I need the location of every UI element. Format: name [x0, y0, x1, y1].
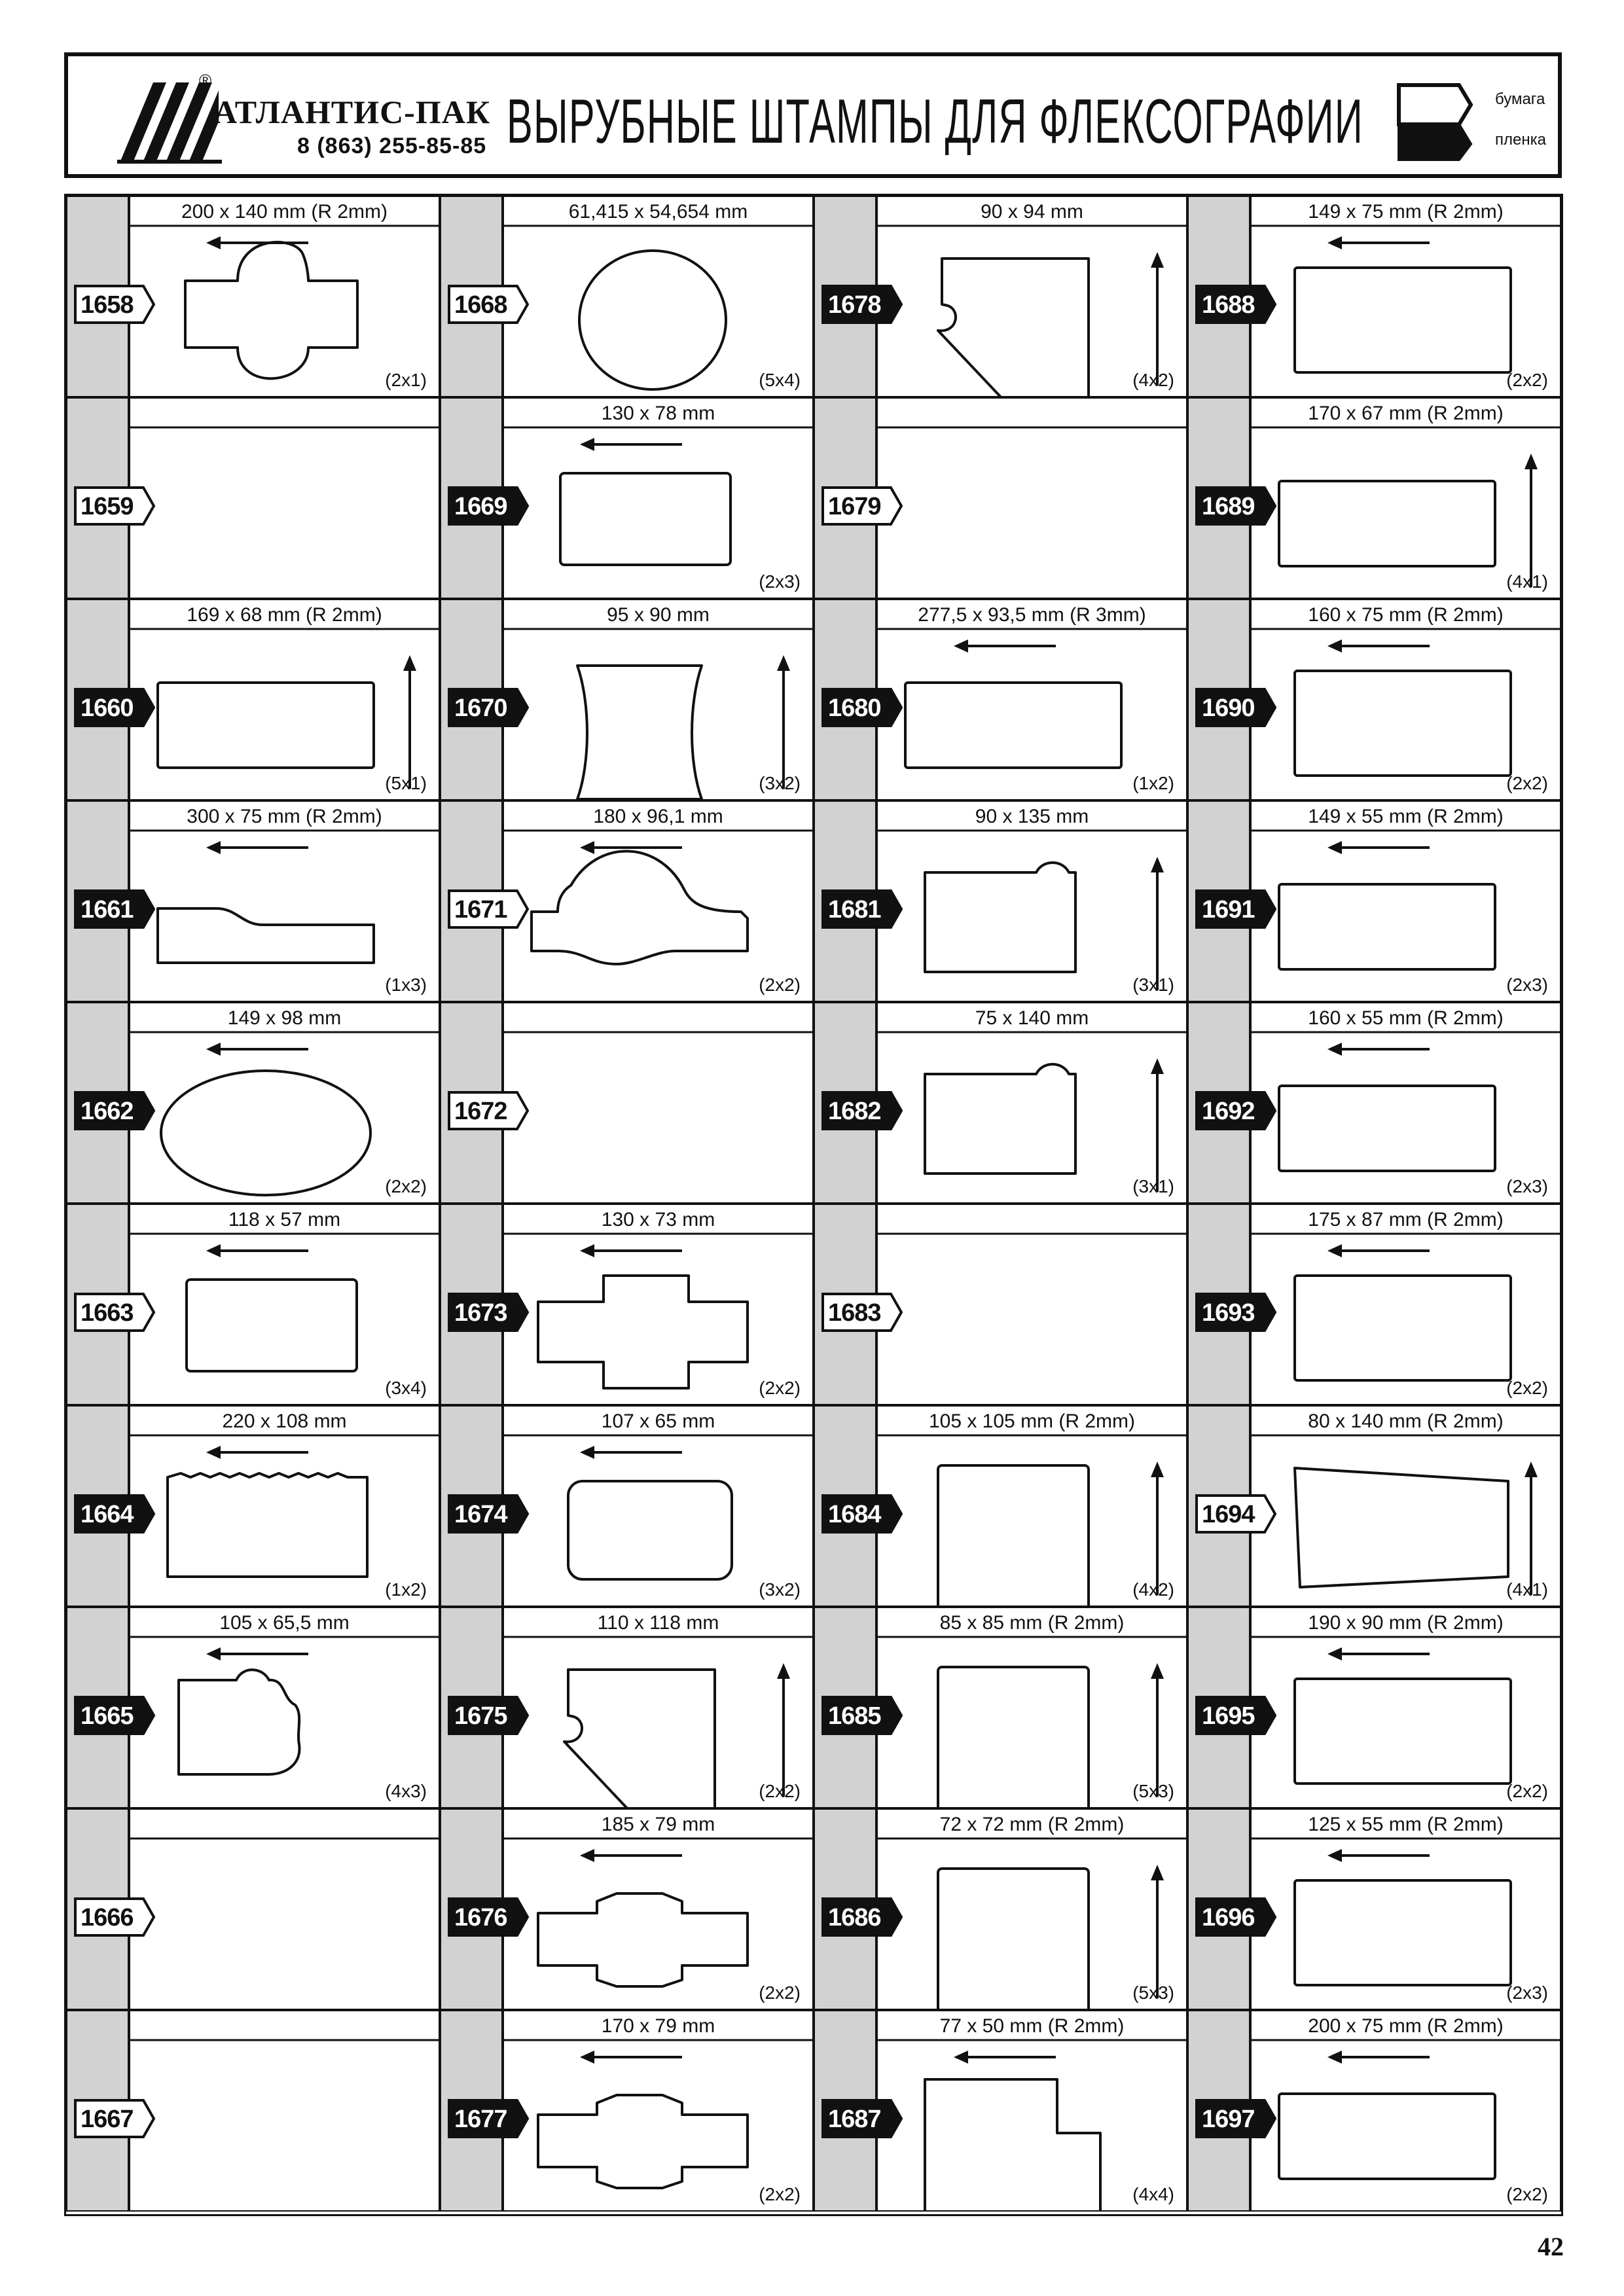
die-cell-1680	[814, 599, 1187, 800]
die-dimensions: 107 x 65 mm	[601, 1410, 715, 1432]
die-layout: (2x2)	[1506, 773, 1548, 793]
die-shape-trapezoid	[1295, 1468, 1508, 1587]
arrowhead-icon	[1327, 1244, 1342, 1257]
die-shape-square	[938, 1869, 1089, 2010]
die-shape-wavy-right	[179, 1670, 299, 1774]
die-artwork	[938, 1865, 1164, 2010]
die-code: 1680	[828, 694, 881, 722]
die-artwork	[158, 655, 416, 789]
die-shape-barrel	[577, 666, 702, 799]
die-shape-bump-corner	[925, 1064, 1075, 1174]
die-layout: (3x4)	[385, 1378, 427, 1398]
arrowhead-icon	[1151, 1058, 1164, 1074]
die-cell-1676	[440, 1808, 814, 2010]
die-layout: (4x1)	[1506, 1579, 1548, 1600]
arrowhead-icon	[206, 1647, 221, 1660]
die-dimensions: 200 x 75 mm (R 2mm)	[1308, 2015, 1504, 2037]
die-code: 1665	[81, 1702, 134, 1730]
die-artwork	[1279, 841, 1495, 969]
die-dimensions: 169 x 68 mm (R 2mm)	[187, 604, 382, 626]
arrowhead-icon	[954, 2051, 968, 2064]
die-cell-1696	[1187, 1808, 1561, 2010]
die-code: 1679	[828, 493, 881, 520]
arrowhead-icon	[403, 655, 416, 671]
die-artwork	[925, 2051, 1100, 2212]
die-shape-square	[938, 1667, 1089, 1808]
die-artwork	[538, 2051, 748, 2188]
die-dimensions: 300 x 75 mm (R 2mm)	[187, 806, 382, 827]
legend-paper-label: бумага	[1495, 90, 1545, 108]
die-dimensions: 125 x 55 mm (R 2mm)	[1308, 1814, 1504, 1835]
die-layout: (2x2)	[1506, 370, 1548, 390]
die-code: 1682	[828, 1098, 881, 1125]
die-layout: (2x2)	[759, 2184, 801, 2204]
die-layout: (3x2)	[759, 773, 801, 793]
die-code: 1670	[454, 694, 507, 722]
die-layout: (1x2)	[1132, 773, 1174, 793]
die-dimensions: 175 x 87 mm (R 2mm)	[1308, 1209, 1504, 1230]
die-code: 1684	[828, 1501, 881, 1528]
die-shape-notch-diag	[938, 259, 1089, 397]
arrowhead-icon	[1525, 454, 1538, 469]
die-shape-rect-large	[1295, 671, 1511, 776]
die-artwork	[938, 252, 1164, 397]
brand-name: АТЛАНТИС-ПАК	[213, 94, 491, 130]
die-dimensions: 180 x 96,1 mm	[593, 806, 723, 827]
die-cell-1692	[1187, 1002, 1561, 1204]
die-layout: (1x2)	[385, 1579, 427, 1600]
die-cell-1679	[814, 397, 1187, 599]
die-layout: (2x2)	[1506, 1378, 1548, 1398]
arrowhead-icon	[1327, 841, 1342, 854]
die-code: 1691	[1202, 896, 1255, 924]
die-artwork	[187, 1244, 357, 1371]
die-layout: (2x3)	[759, 571, 801, 592]
die-dimensions: 130 x 78 mm	[601, 403, 715, 424]
die-code: 1681	[828, 896, 881, 924]
die-shape-ellipse-round	[579, 251, 726, 389]
die-artwork	[905, 639, 1121, 768]
die-layout: (2x2)	[759, 1378, 801, 1398]
die-code: 1693	[1202, 1299, 1255, 1327]
die-code: 1667	[81, 2106, 134, 2133]
die-artwork	[579, 251, 726, 389]
die-dimensions: 90 x 135 mm	[975, 806, 1089, 827]
page-title: ВЫРУБНЫЕ ШТАМПЫ ДЛЯ ФЛЕКСОГРАФИИ	[507, 86, 1363, 156]
die-layout: (5x3)	[1132, 1982, 1174, 2003]
die-dimensions: 110 x 118 mm	[597, 1612, 719, 1634]
die-shape-rect-wide	[905, 683, 1121, 768]
die-code: 1685	[828, 1702, 881, 1730]
arrowhead-icon	[777, 655, 790, 671]
die-code: 1668	[454, 291, 507, 319]
die-shape-rect-wide	[1279, 884, 1495, 969]
die-layout: (5x3)	[1132, 1781, 1174, 1801]
die-dimensions: 220 x 108 mm	[222, 1410, 347, 1432]
arrowhead-icon	[1327, 1647, 1342, 1660]
die-dimensions: 149 x 98 mm	[227, 1007, 342, 1029]
die-code: 1662	[81, 1098, 134, 1125]
arrowhead-icon	[206, 1043, 221, 1056]
die-shape-notch-diag	[564, 1670, 715, 1808]
die-cell-1670	[440, 599, 814, 800]
die-shape-rect-large	[1295, 1679, 1511, 1784]
die-dimensions: 118 x 57 mm	[228, 1209, 341, 1230]
die-shape-rect-medium	[560, 473, 731, 565]
die-dimensions: 85 x 85 mm (R 2mm)	[939, 1612, 1125, 1634]
die-shape-rect-wide	[1279, 481, 1495, 566]
arrowhead-icon	[1327, 1849, 1342, 1862]
die-code: 1690	[1202, 694, 1255, 722]
die-cell-1674	[440, 1405, 814, 1607]
die-layout: (2x2)	[759, 1781, 801, 1801]
die-dimensions: 130 x 73 mm	[601, 1209, 715, 1230]
arrowhead-icon	[1151, 252, 1164, 268]
arrowhead-icon	[1327, 2051, 1342, 2064]
arrowhead-icon	[580, 1446, 594, 1459]
arrowhead-icon	[206, 1446, 221, 1459]
die-dimensions: 61,415 x 54,654 mm	[568, 201, 748, 223]
die-code: 1697	[1202, 2106, 1255, 2133]
die-layout: (4x2)	[1132, 1579, 1174, 1600]
die-catalog-grid	[64, 194, 1563, 2216]
die-shape-rect-medium	[187, 1280, 357, 1371]
die-shape-rect-large	[1295, 1880, 1511, 1985]
die-cell-1671	[440, 800, 814, 1002]
die-cell-1678	[814, 196, 1187, 397]
die-artwork	[564, 1663, 790, 1808]
die-artwork	[1279, 2051, 1495, 2179]
die-dimensions: 170 x 79 mm	[601, 2015, 715, 2037]
die-cell-1691	[1187, 800, 1561, 1002]
die-cell-1662	[66, 1002, 440, 1204]
arrowhead-icon	[777, 1663, 790, 1679]
die-code: 1675	[454, 1702, 507, 1730]
die-cell-1668	[440, 196, 814, 397]
die-cell-1689	[1187, 397, 1561, 599]
die-code: 1689	[1202, 493, 1255, 520]
arrowhead-icon	[206, 1244, 221, 1257]
die-artwork	[538, 1849, 748, 1986]
die-code: 1683	[828, 1299, 881, 1327]
die-layout: (2x2)	[759, 1982, 801, 2003]
die-shape-dome-wave	[532, 852, 748, 965]
die-shape-bulge-top-bottom	[185, 242, 357, 378]
page-number: 42	[1538, 2232, 1564, 2261]
arrowhead-icon	[1525, 1462, 1538, 1477]
die-shape-rect-wide	[1279, 2094, 1495, 2179]
die-artwork	[1279, 454, 1538, 587]
arrowhead-icon	[580, 1849, 594, 1862]
die-cell-1688	[1187, 196, 1561, 397]
die-layout: (5x1)	[385, 773, 427, 793]
arrowhead-icon	[206, 841, 221, 854]
die-artwork	[532, 841, 748, 964]
die-artwork	[1295, 1462, 1538, 1595]
die-layout: (2x1)	[385, 370, 427, 390]
die-code: 1688	[1202, 291, 1255, 319]
arrowhead-icon	[1151, 1462, 1164, 1477]
die-code: 1678	[828, 291, 881, 319]
die-cell-1658	[66, 196, 440, 397]
die-code: 1686	[828, 1904, 881, 1931]
die-dimensions: 170 x 67 mm (R 2mm)	[1308, 403, 1504, 424]
die-dimensions: 80 x 140 mm (R 2mm)	[1308, 1410, 1504, 1432]
die-layout: (2x3)	[1506, 1176, 1548, 1196]
arrowhead-icon	[206, 236, 221, 249]
die-code: 1660	[81, 694, 134, 722]
die-dimensions: 149 x 75 mm (R 2mm)	[1308, 201, 1504, 223]
die-code: 1659	[81, 493, 134, 520]
die-code: 1677	[454, 2106, 507, 2133]
die-cell-1697	[1187, 2010, 1561, 2212]
die-dimensions: 105 x 105 mm (R 2mm)	[928, 1410, 1136, 1432]
die-artwork	[1295, 1647, 1511, 1784]
die-shape-rect-large	[1295, 268, 1511, 372]
die-artwork	[938, 1462, 1164, 1607]
die-cell-1690	[1187, 599, 1561, 800]
die-artwork	[158, 841, 374, 963]
die-layout: (3x1)	[1132, 975, 1174, 995]
arrowhead-icon	[580, 2051, 594, 2064]
die-code: 1674	[454, 1501, 507, 1528]
die-shape-l-shape	[925, 2079, 1100, 2212]
die-code: 1663	[81, 1299, 134, 1327]
die-code: 1664	[81, 1501, 134, 1528]
die-cell-1667	[66, 2010, 440, 2212]
die-layout: (3x1)	[1132, 1176, 1174, 1196]
die-code: 1676	[454, 1904, 507, 1931]
die-cell-1675	[440, 1607, 814, 1808]
die-artwork	[925, 1058, 1164, 1192]
arrowhead-icon	[1151, 857, 1164, 872]
die-code: 1696	[1202, 1904, 1255, 1931]
die-code: 1658	[81, 291, 134, 319]
arrowhead-icon	[954, 639, 968, 653]
die-cell-1661	[66, 800, 440, 1002]
legend-film-label: пленка	[1495, 131, 1546, 149]
die-cell-1669	[440, 397, 814, 599]
die-dimensions: 90 x 94 mm	[981, 201, 1083, 223]
die-artwork	[179, 1647, 308, 1774]
die-layout: (2x3)	[1506, 975, 1548, 995]
die-cell-1683	[814, 1204, 1187, 1405]
catalog-header	[64, 52, 1562, 178]
die-shape-bump-corner	[925, 863, 1075, 972]
die-layout: (2x2)	[385, 1176, 427, 1196]
arrowhead-icon	[580, 438, 594, 451]
die-dimensions: 149 x 55 mm (R 2mm)	[1308, 806, 1504, 827]
die-code: 1672	[454, 1098, 507, 1125]
die-artwork	[1295, 639, 1511, 776]
die-dimensions: 95 x 90 mm	[607, 604, 710, 626]
die-shape-square	[938, 1465, 1089, 1607]
die-cell-1660	[66, 599, 440, 800]
die-cell-1694	[1187, 1405, 1561, 1607]
die-artwork	[161, 1043, 370, 1195]
die-dimensions: 277,5 x 93,5 mm (R 3mm)	[918, 604, 1146, 626]
die-code: 1695	[1202, 1702, 1255, 1730]
die-dimensions: 160 x 75 mm (R 2mm)	[1308, 604, 1504, 626]
die-shape-rect-wide	[158, 683, 374, 768]
die-shape-bulge-tab	[538, 1893, 748, 1986]
die-cell-1693	[1187, 1204, 1561, 1405]
die-cell-1664	[66, 1405, 440, 1607]
die-cell-1695	[1187, 1607, 1561, 1808]
die-code: 1687	[828, 2106, 881, 2133]
die-cell-1682	[814, 1002, 1187, 1204]
arrowhead-icon	[1327, 236, 1342, 249]
die-cell-1684	[814, 1405, 1187, 1607]
die-artwork	[185, 236, 357, 378]
die-cell-1686	[814, 1808, 1187, 2010]
die-layout: (2x2)	[759, 975, 801, 995]
arrowhead-icon	[1151, 1865, 1164, 1880]
die-layout: (4x3)	[385, 1781, 427, 1801]
die-dimensions: 77 x 50 mm (R 2mm)	[939, 2015, 1125, 2037]
die-artwork	[1295, 1849, 1511, 1985]
die-cell-1659	[66, 397, 440, 599]
die-layout: (4x4)	[1132, 2184, 1174, 2204]
arrowhead-icon	[1327, 1043, 1342, 1056]
die-artwork	[1279, 1043, 1495, 1171]
die-cell-1681	[814, 800, 1187, 1002]
die-cell-1666	[66, 1808, 440, 2010]
paper-legend-icon	[1399, 85, 1471, 124]
die-shape-ellipse-wide	[161, 1071, 370, 1195]
die-artwork	[1295, 236, 1511, 372]
die-artwork	[925, 857, 1164, 990]
die-cell-1663	[66, 1204, 440, 1405]
die-layout: (4x1)	[1506, 571, 1548, 592]
die-code: 1661	[81, 896, 134, 924]
die-shape-rounded-rect	[568, 1481, 732, 1579]
die-artwork	[938, 1663, 1164, 1808]
die-dimensions: 185 x 79 mm	[601, 1814, 715, 1835]
die-layout: (2x2)	[1506, 1781, 1548, 1801]
arrowhead-icon	[580, 1244, 594, 1257]
die-layout: (3x2)	[759, 1579, 801, 1600]
die-cell-1673	[440, 1204, 814, 1405]
die-layout: (1x3)	[385, 975, 427, 995]
phone-number: 8 (863) 255-85-85	[297, 134, 487, 158]
die-artwork	[1295, 1244, 1511, 1380]
die-dimensions: 200 x 140 mm (R 2mm)	[181, 201, 388, 223]
die-cell-1685	[814, 1607, 1187, 1808]
die-artwork	[538, 1244, 748, 1388]
die-cell-1672	[440, 1002, 814, 1204]
die-dimensions: 72 x 72 mm (R 2mm)	[939, 1814, 1125, 1835]
die-code: 1669	[454, 493, 507, 520]
die-shape-rect-jagged	[168, 1473, 367, 1577]
die-shape-cross	[538, 1276, 748, 1388]
die-code: 1671	[454, 896, 507, 924]
material-legend	[1394, 76, 1564, 168]
die-layout: (4x2)	[1132, 370, 1174, 390]
arrowhead-icon	[1151, 1663, 1164, 1679]
die-cell-1665	[66, 1607, 440, 1808]
die-layout: (2x2)	[1506, 2184, 1548, 2204]
die-artwork	[568, 1446, 732, 1579]
die-shape-rect-wide	[1279, 1086, 1495, 1171]
die-dimensions: 75 x 140 mm	[975, 1007, 1089, 1029]
die-shape-rect-large	[1295, 1276, 1511, 1380]
die-code: 1692	[1202, 1098, 1255, 1125]
die-artwork	[560, 438, 731, 565]
die-layout: (2x3)	[1506, 1982, 1548, 2003]
registered-mark: ®	[199, 71, 212, 90]
die-shape-strip-step	[158, 908, 374, 963]
film-legend-icon	[1399, 124, 1471, 160]
arrowhead-icon	[1327, 639, 1342, 653]
die-artwork	[168, 1446, 367, 1577]
die-code: 1673	[454, 1299, 507, 1327]
die-shape-bulge-tab	[538, 2095, 748, 2188]
arrowhead-icon	[580, 841, 594, 854]
die-cell-1677	[440, 2010, 814, 2212]
die-cell-1687	[814, 2010, 1187, 2212]
die-dimensions: 190 x 90 mm (R 2mm)	[1308, 1612, 1504, 1634]
die-code: 1694	[1202, 1501, 1255, 1528]
die-layout: (5x4)	[759, 370, 801, 390]
die-dimensions: 105 x 65,5 mm	[219, 1612, 350, 1634]
die-dimensions: 160 x 55 mm (R 2mm)	[1308, 1007, 1504, 1029]
die-code: 1666	[81, 1904, 134, 1931]
